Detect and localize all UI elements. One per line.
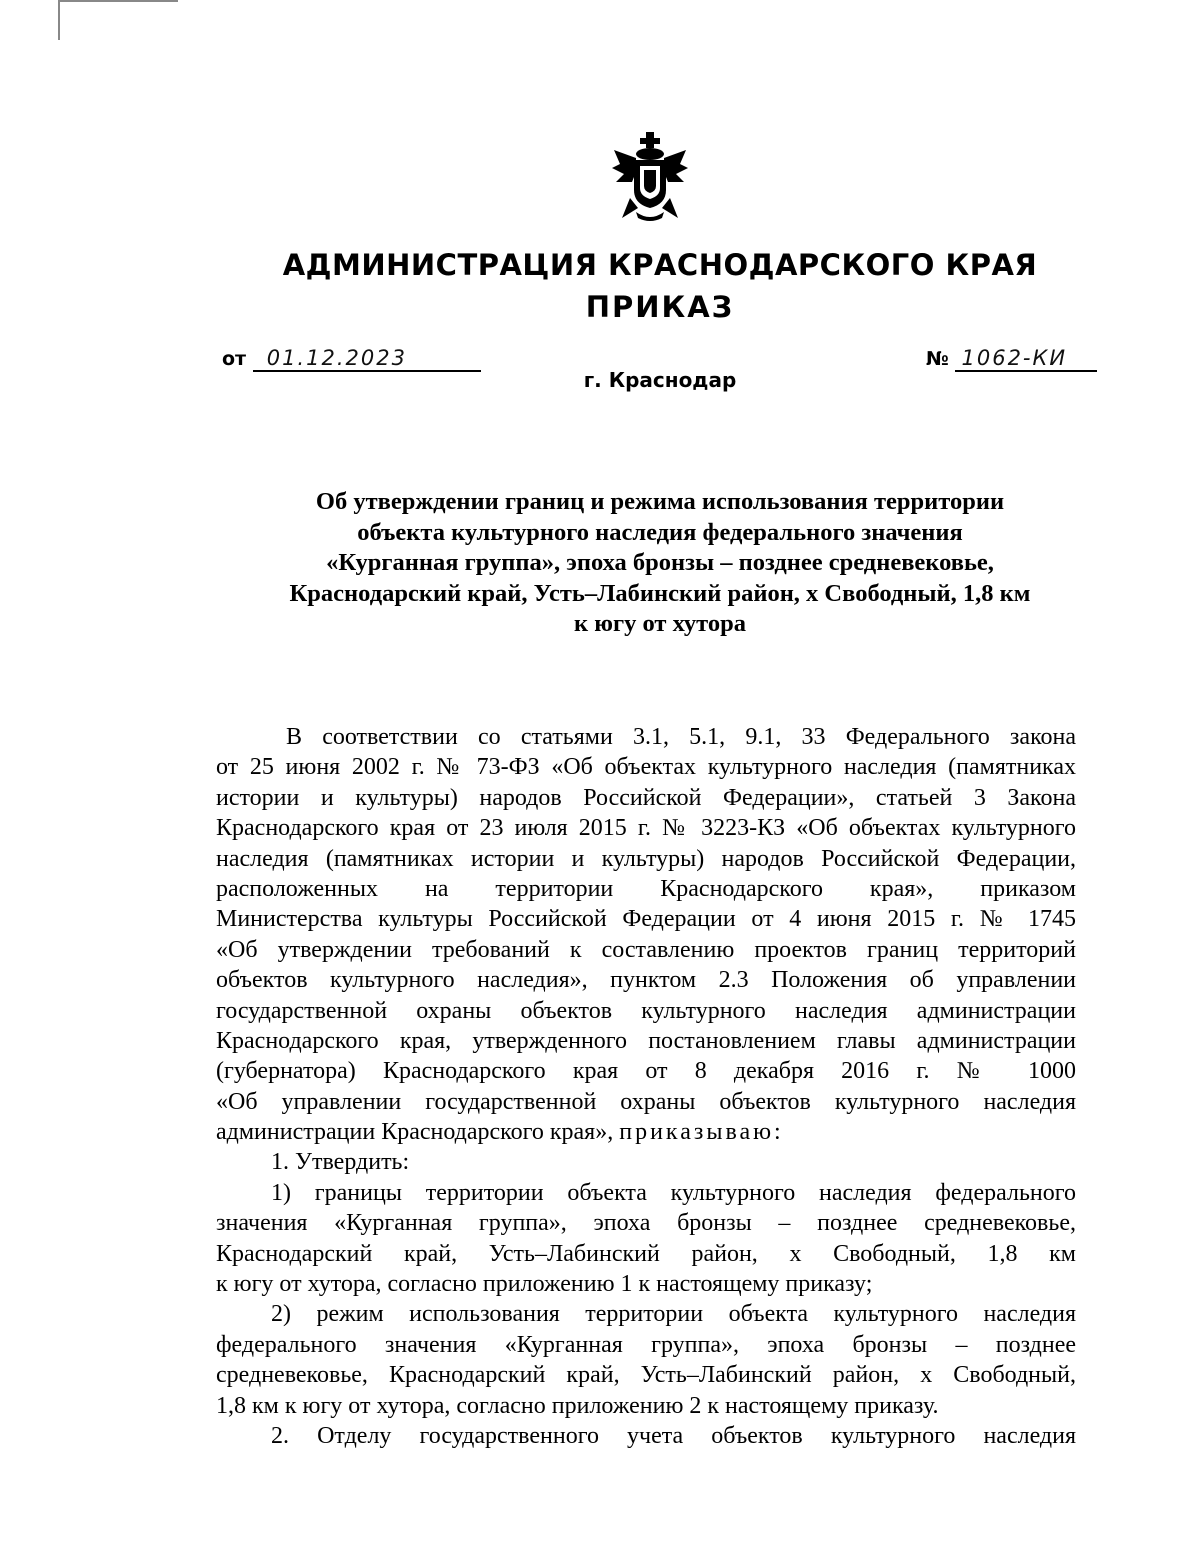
body-line: истории и культуры) народов Российской Федерации», статьей 3 Закона [216, 784, 1076, 811]
body-line: от 25 июня 2002 г. № 73-ФЗ «Об объектах культурного наследия (памятниках [216, 754, 1076, 781]
body-line: Краснодарского края, утвержденного постановлением главы администрации [216, 1027, 1076, 1054]
body-line: Министерства культуры Российской Федерации от 4 июня 2015 г. № 1745 [216, 906, 1076, 933]
date-value: 01.12.2023 [253, 346, 481, 372]
body-line: объектов культурного наследия», пунктом 2.3 Положения об управлении [216, 967, 1076, 994]
body-line: (губернатора) Краснодарского края от 8 декабря 2016 г. № 1000 [216, 1058, 1076, 1085]
item-2-line: 2. Отделу государственного учета объектов культурного наследия [271, 1422, 1076, 1449]
document-body [216, 722, 1076, 1451]
body-line: государственной охраны объектов культурного наследия администрации [216, 997, 1076, 1024]
preamble-end: администрации Краснодарского края», [216, 1119, 614, 1146]
subject-line: Краснодарский край, Усть–Лабинский район, х Свободный, 1,8 км [289, 579, 1031, 607]
organization-title: АДМИНИСТРАЦИЯ КРАСНОДАРСКОГО КРАЯ [282, 248, 1038, 282]
body-line: «Об управлении государственной охраны объектов культурного наследия [216, 1088, 1076, 1115]
body-line: расположенных на территории Краснодарского края», приказом [216, 875, 1076, 902]
number-prefix: № [926, 348, 949, 370]
body-line: наследия (памятниках истории и культуры) народов Российской Федерации, [216, 845, 1076, 872]
item-1-2-line: 2) режим использования территории объекта культурного наследия [271, 1301, 1076, 1328]
body-line [216, 1117, 1076, 1147]
document-type: ПРИКАЗ [585, 290, 735, 324]
body-line: В соответствии со статьями 3.1, 5.1, 9.1, 33 Федерального закона [286, 724, 1076, 750]
item-1-1-line: к югу от хутора, согласно приложению 1 к настоящему приказу; [216, 1271, 873, 1298]
item-1-2-line: средневековье, Краснодарский край, Усть–Лабинский район, х Свободный, [216, 1362, 1076, 1389]
coat-of-arms-emblem [610, 128, 690, 224]
order-word: приказываю: [619, 1119, 784, 1146]
number-value: 1062-КИ [955, 346, 1097, 372]
item-1-1-line: значения «Курганная группа», эпоха бронзы – позднее средневековье, [216, 1210, 1076, 1237]
scan-border-left [58, 0, 60, 40]
subject-line: «Курганная группа», эпоха бронзы – позднее средневековье, [326, 549, 994, 576]
item-1-2-line: федерального значения «Курганная группа», эпоха бронзы – позднее [216, 1331, 1076, 1358]
document-date [222, 346, 481, 372]
body-line: Краснодарского края от 23 июля 2015 г. № 3223-КЗ «Об объектах культурного [216, 815, 1076, 842]
subject-line: к югу от хутора [574, 610, 746, 637]
city-name: г. Краснодар [583, 368, 737, 392]
item-1-1-line: Краснодарский край, Усть–Лабинский район, х Свободный, 1,8 км [216, 1240, 1076, 1267]
item-1-2-line: 1,8 км к югу от хутора, согласно приложению 2 к настоящему приказу. [216, 1392, 939, 1419]
subject-line: объекта культурного наследия федерального значения [357, 518, 963, 546]
document-number [926, 346, 1097, 372]
item-1-title: 1. Утвердить: [271, 1149, 410, 1176]
body-line: «Об утверждении требований к составлению проектов границ территорий [216, 936, 1076, 963]
document-subject [230, 487, 1090, 640]
item-1-1-line: 1) границы территории объекта культурного наследия федерального [271, 1179, 1076, 1206]
date-prefix: от [222, 348, 247, 370]
scan-border-top [58, 0, 178, 2]
subject-line: Об утверждении границ и режима использования территории [315, 488, 1005, 515]
